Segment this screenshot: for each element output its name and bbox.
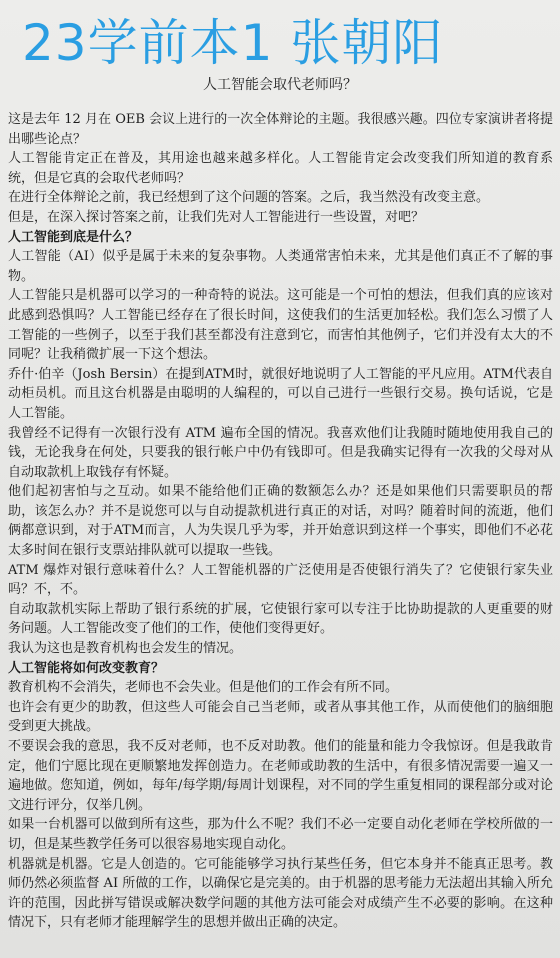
section-heading: 人工智能将如何改变教育？ bbox=[8, 660, 165, 676]
paragraph: 人工智能（AI）似乎是属于未来的复杂事物。人类通常害怕未来，尤其是他们真正不了解的事物。 bbox=[8, 249, 553, 284]
paragraph: 不要误会我的意思，我不反对老师，也不反对助教。他们的能量和能力令我惊讶。但是我敢肯定，他们宁愿比现在更顺繁地发挥创造力。在老师或助教的生活中，有很多情况需要一遍又一遍地做。您知道，例如，每年/每学期/每周计划课程，对不同的学生重复相同的课程部分或对论文进行评分，仅举几例。 bbox=[8, 739, 553, 813]
paragraph: 我曾经不记得有一次银行没有 ATM 遍布全国的情况。我喜欢他们让我随时随地使用我自己的钱，无论我身在何处，只要我的银行帐户中仍有钱即可。但是我确实记得有一次我的父母对从自动取款机上取钱存有怀疑。 bbox=[8, 425, 553, 480]
article-body bbox=[8, 110, 553, 933]
overlay-student-label: 23学前本1 张朝阳 bbox=[22, 14, 444, 72]
paragraph: 他们起初害怕与之互动。如果不能给他们正确的数额怎么办？还是如果他们只需要职员的帮助，该怎么办？并不是说您可以与自动提款机进行真正的对话，对吗？随着时间的流逝，他们俩都意识到，对于ATM而言，人为失误几乎为零，并开始意识到这样一个事实，即他们不必花太多时间在银行支票站排队就可以提取一些钱。 bbox=[8, 484, 553, 559]
section-heading: 人工智能到底是什么？ bbox=[8, 229, 139, 245]
paragraph: 教育机构不会消失，老师也不会失业。但是他们的工作会有所不同。 bbox=[8, 680, 399, 696]
paragraph: 人工智能肯定正在普及，其用途也越来越多样化。人工智能肯定会改变我们所知道的教育系统，但是它真的会取代老师吗？ bbox=[8, 151, 553, 186]
paragraph: 乔什·伯辛（Josh Bersin）在提到ATM时，就很好地说明了人工智能的平凡应用。ATM代表自动柜员机。而且这台机器是由聪明的人编程的，可以自己进行一些银行交易。换句话说，它是人工智能。 bbox=[8, 366, 553, 421]
paragraph: 我认为这也是教育机构也会发生的情况。 bbox=[8, 641, 243, 657]
paragraph: 在进行全体辩论之前，我已经想到了这个问题的答案。之后，我当然没有改变主意。 bbox=[8, 190, 490, 206]
paragraph: 但是，在深入探讨答案之前，让我们先对人工智能进行一些设置，对吧？ bbox=[8, 209, 425, 225]
paragraph: 自动取款机实际上帮助了银行系统的扩展，它使银行家可以专注于比协助提款的人更重要的财务问题。人工智能改变了他们的工作，使他们变得更好。 bbox=[8, 601, 553, 637]
paragraph: 如果一台机器可以做到所有这些，那为什么不呢？我们不必一定要自动化老师在学校所做的一切，但是某些教学任务可以很容易地实现自动化。 bbox=[8, 817, 553, 852]
paragraph: 也许会有更少的助教，但这些人可能会自己当老师，或者从事其他工作，从而使他们的脑细胞受到更大挑战。 bbox=[8, 699, 553, 735]
paragraph: 人工智能只是机器可以学习的一种奇特的说法。这可能是一个可怕的想法，但我们真的应该对此感到恐惧吗？人工智能已经存在了很长时间，这使我们的生活更加轻松。我们怎么习惯了人工智能的一些例子，以至于我们甚至都没有注意到它，而害怕其他例子，它们并没有太大的不同呢？让我稍微扩展一下这个想法。 bbox=[8, 288, 553, 363]
paragraph: 机器就是机器。它是人创造的。它可能能够学习执行某些任务，但它本身并不能真正思考。教师仍然必须监督 AI 所做的工作，以确保它是完美的。由于机器的思考能力无法超出其输入所允许的范围，因此拼写错误或解决数学问题的其他方法可能会对成绩产生不必要的影响。在这种情况下，只有老师才能理解学生的思想并做出正确的决定。 bbox=[8, 856, 553, 931]
paragraph: 这是去年 12 月在 OEB 会议上进行的一次全体辩论的主题。我很感兴趣。四位专家演讲者将提出哪些论点？ bbox=[8, 112, 553, 147]
paragraph: ATM 爆炸对银行意味着什么？人工智能机器的广泛使用是否使银行消失了？它使银行家失业吗？不，不。 bbox=[8, 562, 553, 598]
article-title: 人工智能会取代老师吗？ bbox=[203, 77, 357, 93]
